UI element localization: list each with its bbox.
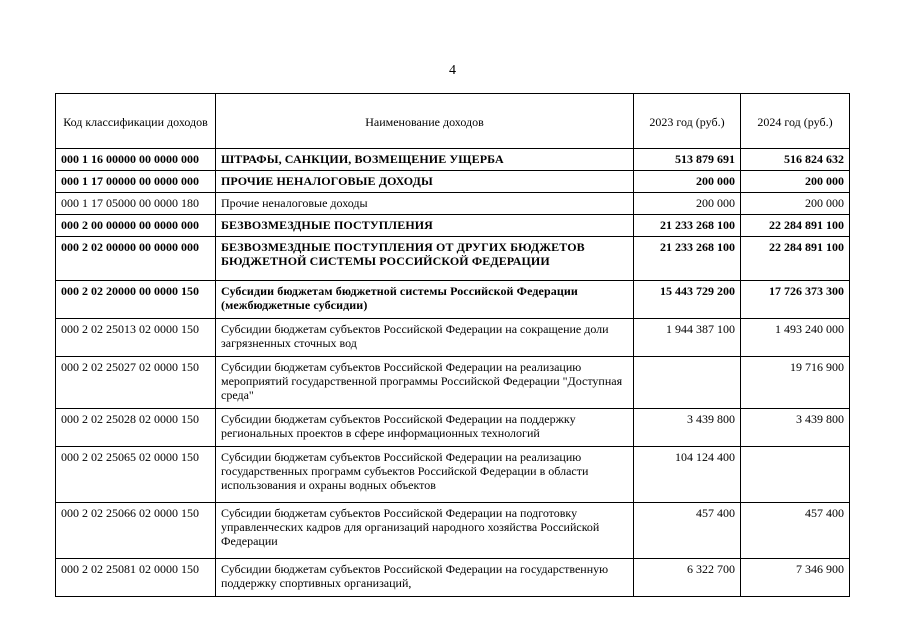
- header-name: Наименование доходов: [216, 94, 634, 149]
- table-row: [56, 447, 850, 503]
- table-body: [56, 149, 850, 597]
- table-row: [56, 559, 850, 597]
- row-value-2023: 200 000: [634, 171, 741, 193]
- header-code: Код классификации доходов: [56, 94, 216, 149]
- row-name: Субсидии бюджетам субъектов Российской Федерации на реализацию государственных программ субъектов Российской Федерации в области использования и охраны водных объектов: [216, 447, 634, 503]
- row-code: 000 2 02 20000 00 0000 150: [56, 281, 216, 319]
- row-name: ПРОЧИЕ НЕНАЛОГОВЫЕ ДОХОДЫ: [216, 171, 634, 193]
- table-row: [56, 503, 850, 559]
- row-name: ШТРАФЫ, САНКЦИИ, ВОЗМЕЩЕНИЕ УЩЕРБА: [216, 149, 634, 171]
- row-code: 000 2 02 25065 02 0000 150: [56, 447, 216, 503]
- row-value-2023: 513 879 691: [634, 149, 741, 171]
- row-value-2023: 3 439 800: [634, 409, 741, 447]
- table-row: [56, 215, 850, 237]
- row-value-2024: 22 284 891 100: [741, 215, 850, 237]
- row-value-2023: 15 443 729 200: [634, 281, 741, 319]
- row-value-2023: 104 124 400: [634, 447, 741, 503]
- row-name: Субсидии бюджетам бюджетной системы Российской Федерации (межбюджетные субсидии): [216, 281, 634, 319]
- table-row: [56, 193, 850, 215]
- row-value-2024: 3 439 800: [741, 409, 850, 447]
- row-name: БЕЗВОЗМЕЗДНЫЕ ПОСТУПЛЕНИЯ: [216, 215, 634, 237]
- row-value-2023: 6 322 700: [634, 559, 741, 597]
- row-code: 000 2 02 25027 02 0000 150: [56, 357, 216, 409]
- row-name: БЕЗВОЗМЕЗДНЫЕ ПОСТУПЛЕНИЯ ОТ ДРУГИХ БЮДЖЕТОВ БЮДЖЕТНОЙ СИСТЕМЫ РОССИЙСКОЙ ФЕДЕРАЦИИ: [216, 237, 634, 281]
- row-value-2024: 457 400: [741, 503, 850, 559]
- row-value-2023: [634, 357, 741, 409]
- row-name: Прочие неналоговые доходы: [216, 193, 634, 215]
- row-value-2024: 7 346 900: [741, 559, 850, 597]
- row-name: Субсидии бюджетам субъектов Российской Федерации на поддержку региональных проектов в сфере информационных технологий: [216, 409, 634, 447]
- row-code: 000 2 02 25028 02 0000 150: [56, 409, 216, 447]
- row-code: 000 2 02 00000 00 0000 000: [56, 237, 216, 281]
- row-code: 000 1 17 00000 00 0000 000: [56, 171, 216, 193]
- table-row: [56, 171, 850, 193]
- row-value-2023: 21 233 268 100: [634, 215, 741, 237]
- row-name: Субсидии бюджетам субъектов Российской Федерации на государственную поддержку спортивных организаций,: [216, 559, 634, 597]
- row-code: 000 1 17 05000 00 0000 180: [56, 193, 216, 215]
- row-code: 000 2 02 25081 02 0000 150: [56, 559, 216, 597]
- row-value-2023: 1 944 387 100: [634, 319, 741, 357]
- row-value-2024: 200 000: [741, 193, 850, 215]
- header-year-2023: 2023 год (руб.): [634, 94, 741, 149]
- row-value-2024: 516 824 632: [741, 149, 850, 171]
- table-row: [56, 149, 850, 171]
- row-code: 000 2 02 25013 02 0000 150: [56, 319, 216, 357]
- row-value-2024: [741, 447, 850, 503]
- row-value-2024: 19 716 900: [741, 357, 850, 409]
- income-table: [55, 93, 850, 597]
- row-code: 000 2 00 00000 00 0000 000: [56, 215, 216, 237]
- row-name: Субсидии бюджетам субъектов Российской Федерации на сокращение доли загрязненных сточных вод: [216, 319, 634, 357]
- row-code: 000 2 02 25066 02 0000 150: [56, 503, 216, 559]
- row-value-2024: 200 000: [741, 171, 850, 193]
- row-code: 000 1 16 00000 00 0000 000: [56, 149, 216, 171]
- page-number: 4: [449, 63, 456, 78]
- table-row: [56, 357, 850, 409]
- row-value-2023: 457 400: [634, 503, 741, 559]
- row-name: Субсидии бюджетам субъектов Российской Федерации на реализацию мероприятий государственной программы Российской Федерации "Доступная среда": [216, 357, 634, 409]
- row-value-2023: 21 233 268 100: [634, 237, 741, 281]
- table-header-row: [56, 94, 850, 149]
- row-value-2023: 200 000: [634, 193, 741, 215]
- table-row: [56, 281, 850, 319]
- row-value-2024: 22 284 891 100: [741, 237, 850, 281]
- table-row: [56, 237, 850, 281]
- table-row: [56, 409, 850, 447]
- table-row: [56, 319, 850, 357]
- header-year-2024: 2024 год (руб.): [741, 94, 850, 149]
- row-value-2024: 1 493 240 000: [741, 319, 850, 357]
- row-name: Субсидии бюджетам субъектов Российской Федерации на подготовку управленческих кадров для организаций народного хозяйства Российской Федерации: [216, 503, 634, 559]
- row-value-2024: 17 726 373 300: [741, 281, 850, 319]
